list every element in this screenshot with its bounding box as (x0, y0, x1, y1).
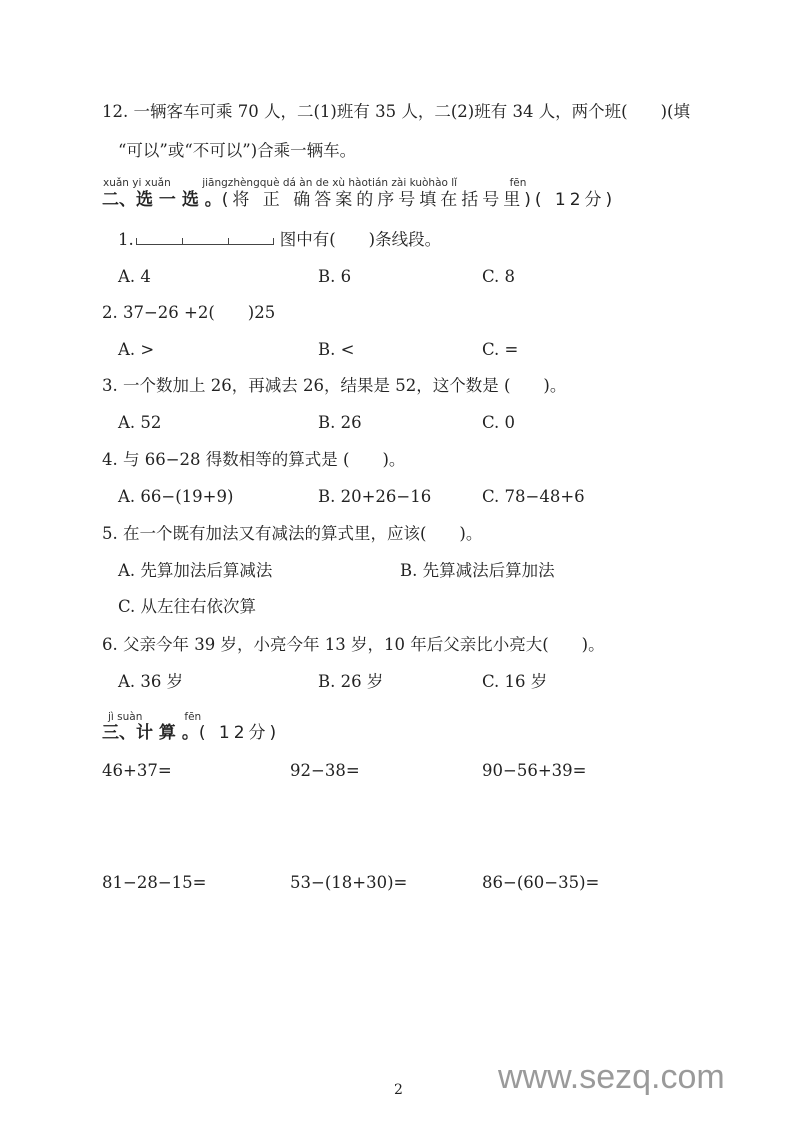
section3-points: ( 12分) (198, 723, 281, 743)
q3-option-a: A. 52 (118, 413, 162, 432)
q6-option-b: B. 26 岁 (318, 672, 384, 691)
question-2: 2. 37−26 +2( )25 (102, 303, 276, 322)
question-5: 5. 在一个既有加法又有减法的算式里，应该( )。 (102, 524, 483, 543)
section3-heading (102, 723, 280, 743)
q2-option-a: A. > (118, 340, 155, 359)
line-segment-figure (136, 236, 274, 245)
q1-option-b: B. 6 (318, 267, 352, 286)
q6-option-a: A. 36 岁 (118, 672, 184, 691)
q2-option-b: B. < (318, 340, 355, 359)
question-12-line2: “可以”或“不可以”)合乘一辆车。 (118, 141, 357, 160)
section3-title: 三、计 算 。 (102, 723, 199, 743)
section2-pinyin: xuǎn yi xuǎn jiāngzhèngquè dá àn de xù hàotián zài kuòhào lǐ fēn (103, 177, 527, 189)
q6-option-c: C. 16 岁 (482, 672, 548, 691)
question-1-stem: 图中有( )条线段。 (279, 230, 442, 249)
q3-option-b: B. 26 (318, 413, 362, 432)
calc-item: 81−28−15= (102, 873, 207, 892)
calc-item: 90−56+39= (482, 761, 587, 780)
q4-option-a: A. 66−(19+9) (118, 487, 234, 506)
q4-option-c: C. 78−48+6 (482, 487, 585, 506)
section2-title: 二、选 一 选 。 (102, 190, 222, 210)
q5-option-a: A. 先算加法后算减法 (118, 561, 273, 580)
q4-option-b: B. 20+26−16 (318, 487, 432, 506)
q5-option-c: C. 从左往右依次算 (118, 597, 257, 616)
question-1 (118, 230, 441, 250)
question-12-line1: 12. 一辆客车可乘 70 人，二(1)班有 35 人，二(2)班有 34 人，两个班( )(填 (102, 102, 690, 121)
section3-pinyin: jì suàn fēn (108, 711, 202, 723)
q5-option-b: B. 先算减法后算加法 (400, 561, 555, 580)
q1-option-a: A. 4 (118, 267, 151, 286)
calc-item: 92−38= (290, 761, 360, 780)
watermark: www.sezq.com (498, 1058, 725, 1096)
question-4: 4. 与 66−28 得数相等的算式是 ( )。 (102, 450, 406, 469)
question-6: 6. 父亲今年 39 岁，小亮今年 13 岁，10 年后父亲比小亮大( )。 (102, 635, 605, 654)
q1-option-c: C. 8 (482, 267, 516, 286)
question-3: 3. 一个数加上 26，再减去 26，结果是 52，这个数是 ( )。 (102, 376, 567, 395)
section2-instruction: (将 正 确答案的序号填在括号里)( 12分) (221, 190, 617, 210)
q2-option-c: C. = (482, 340, 519, 359)
q3-option-c: C. 0 (482, 413, 516, 432)
question-1-number: 1. (118, 230, 134, 249)
calc-item: 46+37= (102, 761, 172, 780)
page-number: 2 (394, 1082, 403, 1098)
calc-item: 53−(18+30)= (290, 873, 408, 892)
calc-item: 86−(60−35)= (482, 873, 600, 892)
section2-heading (102, 190, 616, 210)
